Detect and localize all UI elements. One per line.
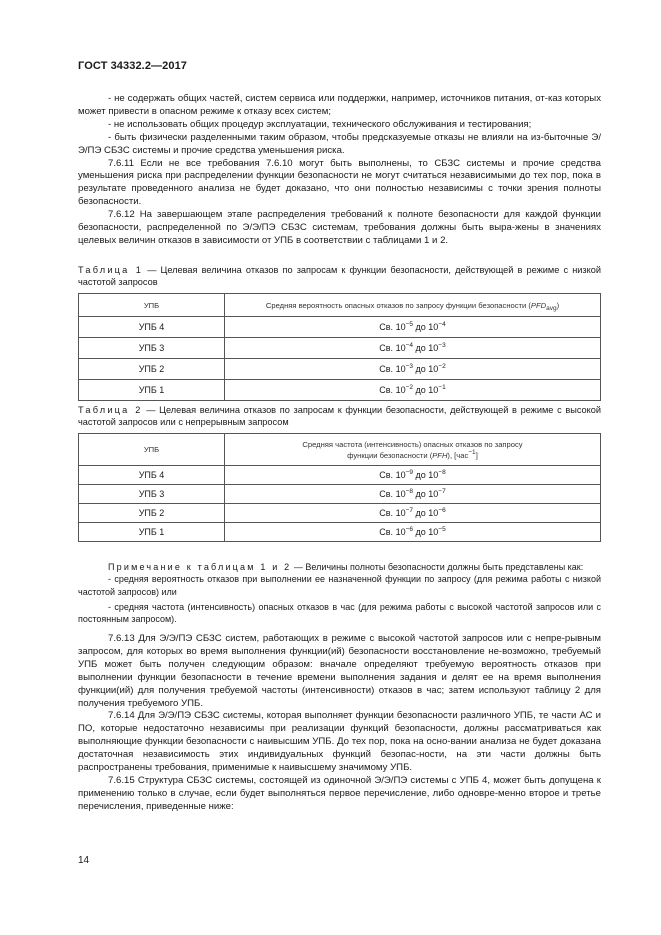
paragraph-7-6-11: 7.6.11 Если не все требования 7.6.10 могут быть выполнены, то СБЗС системы и прочие средства уменьшения риска при распределении функции безопасности не могут считаться независимыми до тех пор, пока в результате проведенного анализа не будет доказано, что они полностью независимы с точки зрения полноты безопасности.	[78, 157, 601, 208]
table-row	[79, 523, 601, 542]
table-row	[79, 317, 601, 338]
note-heading: Примечание к таблицам 1 и 2 — Величины полноты безопасности должны быть представлены как:	[108, 562, 584, 572]
table-row	[79, 338, 601, 359]
table2-upb-cell: УПБ 4	[79, 466, 225, 485]
body-block-2	[78, 633, 601, 814]
table1-upb-cell: УПБ 1	[79, 380, 225, 401]
table2-value-cell: Св. $10^{-7}$ до $10^{-6}$	[225, 504, 601, 523]
table1-caption	[78, 264, 601, 289]
table-row	[79, 485, 601, 504]
paragraph-7-6-12: 7.6.12 На завершающем этапе распределения требований к полноте безопасности для каждой функции безопасности, распределенной по Э/Э/ПЭ СБЗС системам, требования должны быть выра-жены в значениях целевых величин отказов в зависимости от УПБ в соответствии с таблицами 1 и 2.	[78, 209, 601, 246]
table-row	[79, 359, 601, 380]
note-item: - средняя вероятность отказов при выполнении ее назначенной функции по запросу (для режима работы с низкой частотой запросов) или	[78, 574, 601, 597]
table-row	[79, 466, 601, 485]
paragraph-7-6-14: 7.6.14 Для Э/Э/ПЭ СБЗС системы, которая выполняет функции безопасности различного УПБ, те части АС и ПО, которые недостаточно независимы при реализации функций безопасности, должны рассматриваться как выполняющие функции безопасности с наивысшим УПБ. До тех пор, пока на осно-вании анализа не будет доказана достаточная независимость этих индивидуальных функций безопас-ности, на эти части должны быть распространены требования, применимые к наивысшему значимому УПБ.	[78, 710, 601, 774]
table1	[78, 293, 601, 401]
table2-caption-text: — Целевая величина отказов по запросам к функции безопасности, действующей в режиме с высокой частотой запросов или с непрерывным запросом	[78, 405, 601, 428]
table1-label: Таблица 1	[78, 265, 144, 275]
table2-upb-cell: УПБ 2	[79, 504, 225, 523]
table2-upb-cell: УПБ 1	[79, 523, 225, 542]
table1-value-cell: Св. $10^{-2}$ до $10^{-1}$	[225, 380, 601, 401]
table2-caption	[78, 404, 601, 429]
table2-upb-cell: УПБ 3	[79, 485, 225, 504]
table2-value-cell: Св. $10^{-8}$ до $10^{-7}$	[225, 485, 601, 504]
table1-header-row	[79, 294, 601, 317]
table1-caption-text: — Целевая величина отказов по запросам к функции безопасности, действующей в режиме с низкой частотой запросов	[78, 265, 602, 288]
table1-value-cell: Св. $10^{-3}$ до $10^{-2}$	[225, 359, 601, 380]
table2-col-pfh: Средняя частота (интенсивность) опасных отказов по запросу функции безопасности (PFH), [час$^{-1}$]	[225, 434, 601, 466]
table2	[78, 433, 601, 542]
table2-col-upb: УПБ	[79, 434, 225, 466]
table1-value-cell: Св. $10^{-5}$ до $10^{-4}$	[225, 317, 601, 338]
table-row	[79, 504, 601, 523]
paragraph-7-6-13: 7.6.13 Для Э/Э/ПЭ СБЗС систем, работающих в режиме с высокой частотой запросов или с непре-рывным запросом, для которых во время выполнения функции(ий) безопасности восстановление не-возможно, требуемый УПБ может быть получен следующим образом: вначале определяют требуемую вероятность отказов при выполнении функции безопасности в течение времени выполнения задания и делят ее на время выполнения функции(ий) для получения требуемой частоты (интенсивности) отказов в час; затем используют таблицу 2 для получения требуемого УПБ.	[78, 633, 601, 709]
table1-col-pfd: Средняя вероятность опасных отказов по запросу функции безопасности $(PFD_{avg})$	[225, 294, 601, 317]
paragraph-7-6-15: 7.6.15 Структура СБЗС системы, состоящей из одиночной Э/Э/ПЭ системы с УПБ 4, может быть допущена к применению только в случае, если будет выполняться первое перечисление, либо одновре-менно второе и третье перечисления, приведенные ниже:	[78, 774, 601, 812]
table1-upb-cell: УПБ 3	[79, 338, 225, 359]
table1-upb-cell: УПБ 4	[79, 317, 225, 338]
list-item: - не использовать общих процедур эксплуатации, технического обслуживания и тестирования;	[108, 118, 532, 130]
table2-header-row	[79, 434, 601, 466]
table2-value-cell: Св. $10^{-6}$ до $10^{-5}$	[225, 523, 601, 542]
table-row	[79, 380, 601, 401]
table1-value-cell: Св. $10^{-4}$ до $10^{-3}$	[225, 338, 601, 359]
table2-value-cell: Св. $10^{-9}$ до $10^{-8}$	[225, 466, 601, 485]
page-number: 14	[78, 855, 90, 866]
intro-block	[78, 93, 601, 248]
table1-upb-cell: УПБ 2	[79, 359, 225, 380]
table2-label: Таблица 2	[78, 405, 143, 415]
table1-col-upb: УПБ	[79, 294, 225, 317]
note-item: - средняя частота (интенсивность) опасных отказов в час (для режима работы с высокой частотой запросов или с постоянным запросом).	[78, 601, 601, 625]
page-header: ГОСТ 34332.2—2017	[78, 60, 188, 72]
list-item: - быть физически разделенными таким образом, чтобы предсказуемые отказы не влияли на из-быточные Э/Э/ПЭ СБЗС системы и прочие средства уменьшения риска.	[78, 131, 601, 156]
list-item: - не содержать общих частей, систем сервиса или поддержки, например, источников питания, от-каз которых может привести в опасном режиме к отказу всех систем;	[78, 93, 601, 117]
note-block	[78, 561, 601, 625]
